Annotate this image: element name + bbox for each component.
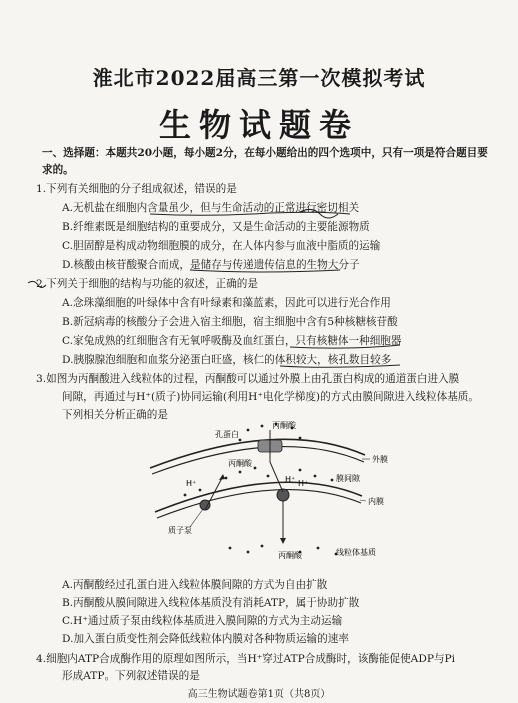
label-h-plus-left: H⁺ (186, 479, 197, 488)
q3-stem-line2: 间隙，再通过与H⁺(质子)协同运输(利用H⁺电化学梯度)的方式由膜间隙进入线粒体基质。 (62, 391, 479, 403)
q4-stem-line2: 形成ATP。下列叙述错误的是 (62, 670, 200, 682)
q3-option-b: B.丙酮酸从膜间隙进入线粒体基质没有消耗ATP，属于协助扩散 (62, 597, 360, 609)
label-h-plus-mid: H⁺ (285, 475, 296, 484)
q4-stem-line1: 4.细胞内ATP合成酶作用的原理如图所示，当H⁺穿过ATP合成酶时，该酶能促使ADP与Pi (36, 653, 456, 665)
q3-stem-line1: 3.如图为丙酮酸进入线粒体的过程，丙酮酸可以通过外膜上由孔蛋白构成的通道蛋白进入膜 (36, 373, 460, 385)
label-pyruvate-left: 丙酮酸 (228, 459, 252, 468)
q2-option-d: D.胰腺腺泡细胞和血浆分泌蛋白旺盛，核仁的体积较大，核孔数目较多 (62, 354, 392, 366)
q1-option-a: A.无机盐在细胞内含量虽少，但与生命活动的正常进行密切相关 (62, 202, 360, 214)
q3-option-d: D.加入蛋白质变性剂会降低线粒体内膜对各种物质运输的速率 (62, 633, 349, 645)
label-intermembrane-space: 膜间隙 (336, 474, 360, 483)
q3-option-a: A.丙酮酸经过孔蛋白进入线粒体膜间隙的方式为自由扩散 (62, 579, 328, 591)
label-matrix: 线粒体基质 (336, 548, 376, 557)
q2-option-b: B.新冠病毒的核酸分子会进入宿主细胞，宿主细胞中含有5种核糖核苷酸 (62, 316, 398, 328)
label-pyruvate-bottom: 丙酮酸 (278, 551, 302, 560)
exam-subtitle: 生物试题卷 (158, 106, 359, 144)
q3-stem-line3: 下列相关分析正确的是 (62, 409, 168, 421)
q2-option-c: C.家兔成熟的红细胞含有无氧呼吸酶及血红蛋白，只有核糖体一种细胞器 (62, 335, 402, 347)
section-intro-line1: 一、选择题：本题共20小题，每小题2分，在每小题给出的四个选项中，只有一项是符合题目要 (42, 147, 488, 159)
label-proton-pump: 质子泵 (168, 526, 192, 535)
q3-option-c: C.H⁺通过质子泵由线粒体基质进入膜间隙的方式为主动运输 (62, 615, 343, 627)
page-footer: 高三生物试题卷第1页（共8页） (187, 689, 331, 700)
label-inner-membrane: 内膜 (368, 497, 384, 506)
section-intro-line2: 求的。 (42, 164, 74, 176)
label-h-plus-right: H⁺ (298, 479, 309, 488)
exam-title: 淮北市2022届高三第一次模拟考试 (92, 66, 426, 90)
q1-option-d: D.核酸由核苷酸聚合而成，是储存与传递遗传信息的生物大分子 (62, 259, 360, 271)
q1-option-b: B.纤维素既是细胞结构的重要成分，又是生命活动的主要能源物质 (62, 221, 370, 233)
q2-stem: 2.下列关于细胞的结构与功能的叙述，正确的是 (36, 278, 258, 290)
label-pyruvate-top: 丙酮酸 (272, 421, 296, 430)
q2-option-a: A.念珠藻细胞的叶绿体中含有叶绿素和藻蓝素，因此可以进行光合作用 (62, 297, 391, 309)
label-pore-protein: 孔蛋白 (215, 430, 239, 439)
q1-stem: 1.下列有关细胞的分子组成叙述，错误的是 (36, 183, 237, 195)
q1-option-c: C.胆固醇是构成动物细胞膜的成分，在人体内参与血液中脂质的运输 (62, 240, 381, 252)
label-outer-membrane: 外膜 (372, 455, 388, 464)
